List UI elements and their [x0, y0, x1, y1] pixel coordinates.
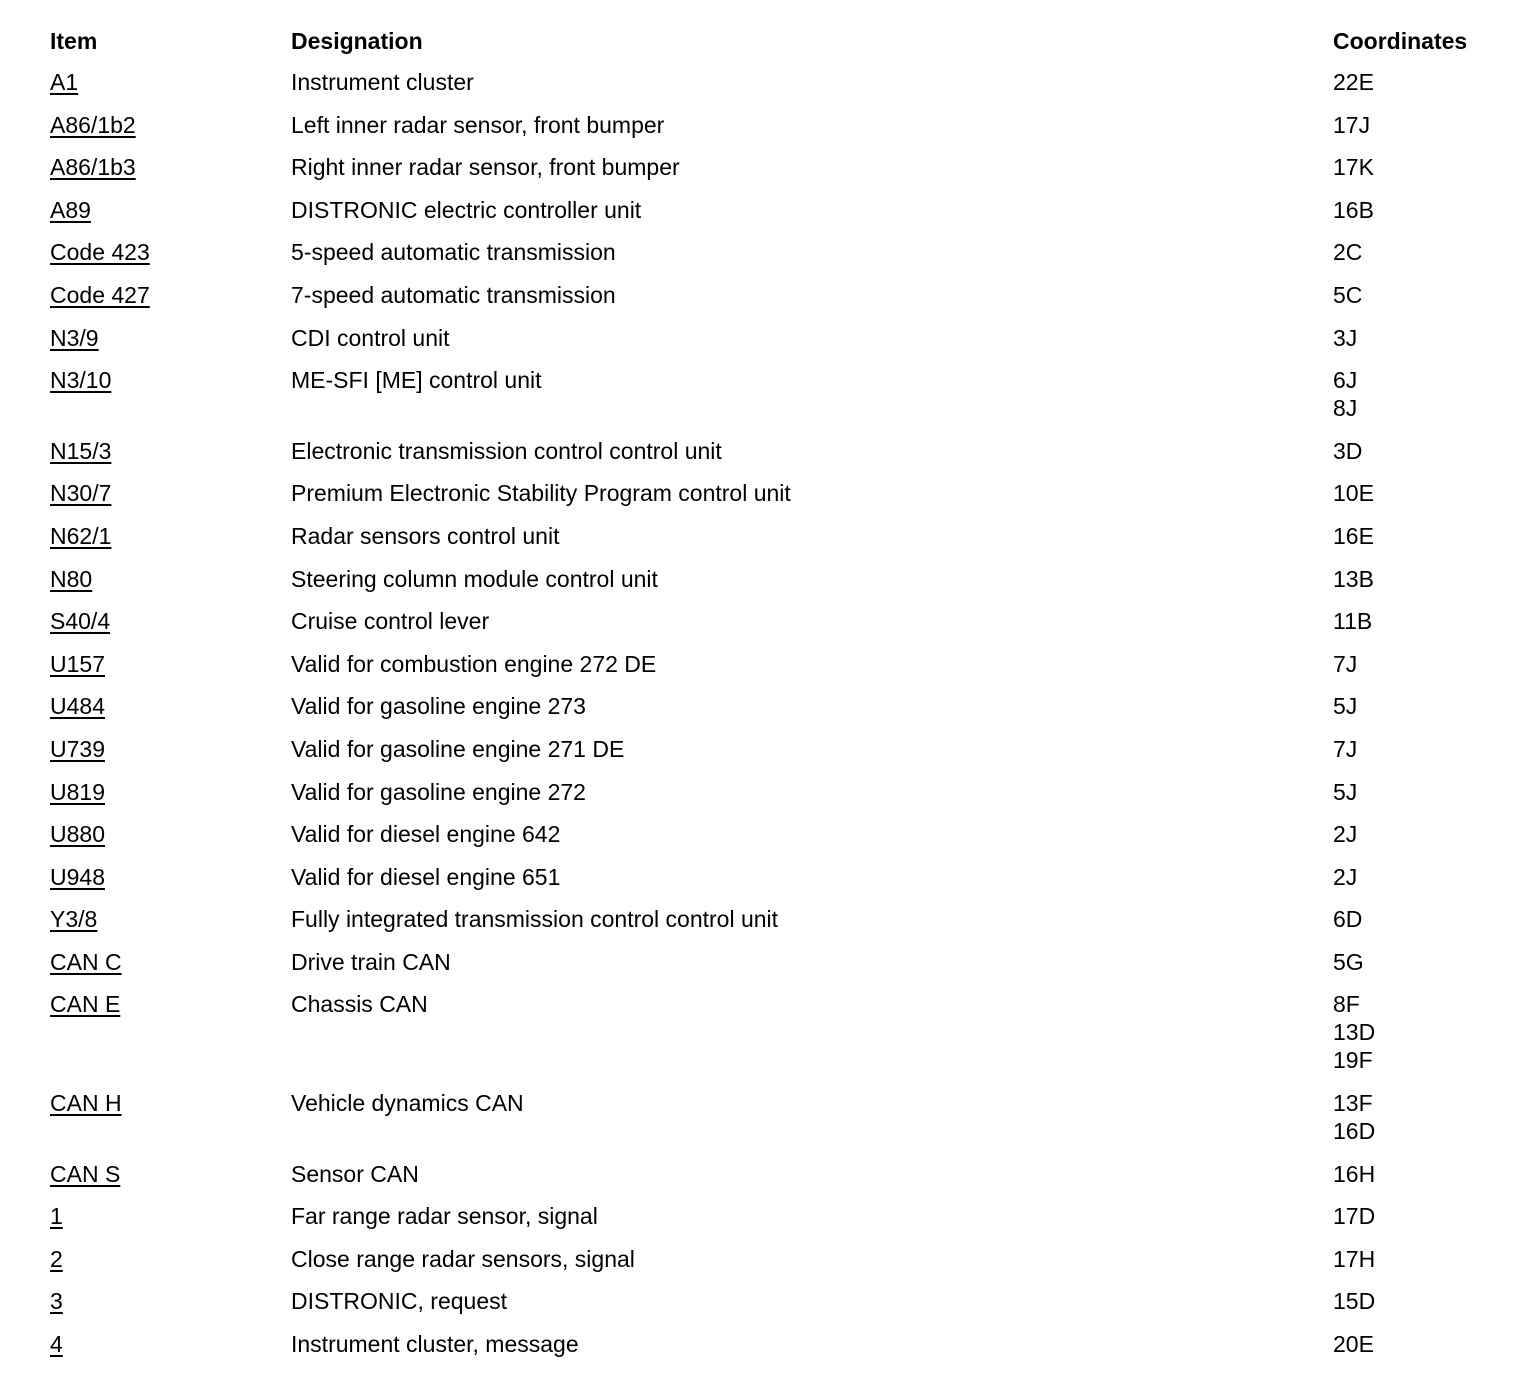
- table-header: [0, 26, 1520, 56]
- coordinate-value: 2J: [1333, 821, 1358, 848]
- designation-cell: Far range radar sensor, signal: [291, 1203, 598, 1230]
- item-link[interactable]: N3/10: [50, 367, 112, 394]
- designation-cell: Premium Electronic Stability Program control unit: [291, 480, 791, 507]
- coordinate-value: 6D: [1333, 906, 1363, 933]
- header-item: Item: [50, 28, 98, 54]
- item-link[interactable]: Y3/8: [50, 906, 98, 933]
- coordinate-value: 16H: [1333, 1160, 1376, 1187]
- coordinate-value: 20E: [1333, 1331, 1374, 1358]
- table-row: [0, 479, 1520, 507]
- designation-cell: Valid for diesel engine 642: [291, 821, 561, 848]
- table-row: [0, 905, 1520, 933]
- table-row: [0, 735, 1520, 763]
- designation-cell: Right inner radar sensor, front bumper: [291, 154, 680, 181]
- table-row: [0, 437, 1520, 465]
- header-designation: Designation: [291, 28, 423, 54]
- coordinates-cell: [1333, 565, 1520, 593]
- designation-cell: Close range radar sensors, signal: [291, 1245, 635, 1272]
- table-body: [0, 68, 1520, 1373]
- table-row: [0, 1160, 1520, 1188]
- coordinates-cell: [1333, 111, 1520, 139]
- designation-cell: Instrument cluster: [291, 69, 474, 95]
- coordinate-value: 3D: [1333, 437, 1363, 464]
- coordinates-cell: [1333, 522, 1520, 550]
- coordinate-value: 16D: [1333, 1118, 1376, 1145]
- coordinates-cell: [1333, 1202, 1520, 1230]
- table-row: [0, 366, 1520, 422]
- coordinates-cell: [1333, 692, 1520, 720]
- coordinate-value: 13F: [1333, 1090, 1373, 1117]
- item-link[interactable]: A86/1b3: [50, 154, 136, 181]
- coordinates-cell: [1333, 366, 1520, 422]
- table-row: [0, 1287, 1520, 1315]
- coordinates-cell: [1333, 196, 1520, 224]
- coordinate-value: 11B: [1333, 608, 1373, 635]
- table-row: [0, 948, 1520, 976]
- coordinate-value: 5G: [1333, 948, 1364, 975]
- coordinate-value: 17H: [1333, 1245, 1376, 1272]
- item-link[interactable]: CAN H: [50, 1090, 122, 1117]
- item-link[interactable]: Code 423: [50, 239, 150, 266]
- designation-cell: Left inner radar sensor, front bumper: [291, 111, 665, 138]
- designation-cell: 5-speed automatic transmission: [291, 239, 616, 266]
- designation-cell: Drive train CAN: [291, 948, 451, 975]
- item-link[interactable]: N62/1: [50, 522, 112, 549]
- coordinates-cell: [1333, 820, 1520, 848]
- table-row: [0, 196, 1520, 224]
- table-row: [0, 565, 1520, 593]
- coordinate-value: 5C: [1333, 281, 1363, 308]
- item-link[interactable]: N3/9: [50, 324, 99, 351]
- item-link[interactable]: 4: [50, 1331, 63, 1358]
- coordinate-value: 22E: [1333, 69, 1374, 95]
- coordinates-cell: [1333, 281, 1520, 309]
- designation-cell: Vehicle dynamics CAN: [291, 1090, 524, 1117]
- coordinates-cell: [1333, 153, 1520, 181]
- header-coordinates: Coordinates: [1333, 28, 1468, 54]
- coordinate-value: 13B: [1333, 565, 1374, 592]
- item-link[interactable]: U819: [50, 778, 105, 805]
- table-row: [0, 990, 1520, 1074]
- coordinates-cell: [1333, 1160, 1520, 1188]
- coordinates-cell: [1333, 1287, 1520, 1315]
- coordinate-value: 3J: [1333, 324, 1358, 351]
- coordinates-cell: [1333, 68, 1520, 96]
- table-row: [0, 1202, 1520, 1230]
- item-link[interactable]: A86/1b2: [50, 111, 136, 138]
- table-row: [0, 1089, 1520, 1145]
- table-row: [0, 522, 1520, 550]
- table-row: [0, 281, 1520, 309]
- designation-cell: Valid for gasoline engine 273: [291, 693, 586, 720]
- table-row: [0, 111, 1520, 139]
- item-link[interactable]: Code 427: [50, 281, 150, 308]
- coordinates-cell: [1333, 437, 1520, 465]
- item-link[interactable]: N15/3: [50, 437, 112, 464]
- designation-cell: Radar sensors control unit: [291, 522, 560, 549]
- designation-cell: 7-speed automatic transmission: [291, 281, 616, 308]
- coordinate-value: 15D: [1333, 1288, 1376, 1315]
- designation-cell: Sensor CAN: [291, 1160, 419, 1187]
- table-row: [0, 324, 1520, 352]
- coordinate-value: 13D: [1333, 1019, 1376, 1046]
- table-row: [0, 1330, 1520, 1358]
- designation-cell: Valid for diesel engine 651: [291, 863, 561, 890]
- designation-cell: Instrument cluster, message: [291, 1331, 579, 1358]
- item-link[interactable]: CAN E: [50, 991, 121, 1018]
- coordinate-value: 5J: [1333, 693, 1358, 720]
- coordinate-value: 8J: [1333, 395, 1358, 422]
- coordinate-value: 7J: [1333, 650, 1358, 677]
- coordinates-cell: [1333, 1330, 1520, 1358]
- coordinates-cell: [1333, 735, 1520, 763]
- coordinate-value: 16E: [1333, 522, 1374, 549]
- item-link[interactable]: N80: [50, 565, 93, 592]
- item-link[interactable]: U157: [50, 650, 105, 677]
- coordinate-value: 6J: [1333, 367, 1358, 394]
- coordinate-value: 17K: [1333, 154, 1374, 181]
- coordinates-cell: [1333, 948, 1520, 976]
- table-row: [0, 863, 1520, 891]
- item-link[interactable]: U880: [50, 821, 105, 848]
- coordinate-value: 2J: [1333, 863, 1358, 890]
- designation-cell: DISTRONIC electric controller unit: [291, 196, 642, 223]
- item-link[interactable]: CAN C: [50, 948, 122, 975]
- table-row: [0, 238, 1520, 266]
- coordinates-cell: [1333, 990, 1520, 1074]
- coordinates-cell: [1333, 324, 1520, 352]
- coordinate-value: 8F: [1333, 991, 1360, 1018]
- coordinates-cell: [1333, 650, 1520, 678]
- coordinate-value: 16B: [1333, 196, 1374, 223]
- table-row: [0, 820, 1520, 848]
- coordinate-value: 10E: [1333, 480, 1374, 507]
- designation-cell: Chassis CAN: [291, 991, 428, 1018]
- coordinates-cell: [1333, 238, 1520, 266]
- designation-cell: ME-SFI [ME] control unit: [291, 367, 542, 394]
- coordinates-cell: [1333, 778, 1520, 806]
- table-row: [0, 607, 1520, 635]
- coordinate-value: 7J: [1333, 735, 1358, 762]
- table-row: [0, 153, 1520, 181]
- coordinate-value: 19F: [1333, 1047, 1373, 1074]
- table-row: [0, 692, 1520, 720]
- item-link[interactable]: A89: [50, 196, 91, 223]
- coordinates-cell: [1333, 1089, 1520, 1145]
- designation-cell: Steering column module control unit: [291, 565, 658, 592]
- designation-cell: Valid for gasoline engine 271 DE: [291, 735, 625, 762]
- item-link[interactable]: 1: [50, 1203, 63, 1230]
- item-link[interactable]: A1: [50, 69, 79, 95]
- item-link[interactable]: U948: [50, 863, 105, 890]
- coordinates-cell: [1333, 905, 1520, 933]
- table-row: [0, 778, 1520, 806]
- item-link[interactable]: S40/4: [50, 608, 111, 635]
- item-link[interactable]: 3: [50, 1288, 63, 1315]
- item-link[interactable]: 2: [50, 1245, 63, 1272]
- designation-cell: Valid for combustion engine 272 DE: [291, 650, 657, 677]
- coordinate-value: 2C: [1333, 239, 1363, 266]
- coordinates-cell: [1333, 1245, 1520, 1273]
- designation-cell: Cruise control lever: [291, 608, 490, 635]
- item-link[interactable]: U739: [50, 735, 105, 762]
- table-row: [0, 650, 1520, 678]
- designation-cell: Fully integrated transmission control control unit: [291, 906, 779, 933]
- designation-cell: Electronic transmission control control unit: [291, 437, 722, 464]
- item-link[interactable]: N30/7: [50, 480, 112, 507]
- table-row: [0, 68, 1520, 96]
- coordinates-cell: [1333, 863, 1520, 891]
- coordinate-value: 5J: [1333, 778, 1358, 805]
- coordinate-value: 17J: [1333, 111, 1371, 138]
- designation-cell: DISTRONIC, request: [291, 1288, 507, 1315]
- item-link[interactable]: CAN S: [50, 1160, 121, 1187]
- coordinates-cell: [1333, 607, 1520, 635]
- designation-cell: CDI control unit: [291, 324, 450, 351]
- coordinates-cell: [1333, 479, 1520, 507]
- designation-cell: Valid for gasoline engine 272: [291, 778, 586, 805]
- item-link[interactable]: U484: [50, 693, 105, 720]
- table-row: [0, 1245, 1520, 1273]
- coordinate-value: 17D: [1333, 1203, 1376, 1230]
